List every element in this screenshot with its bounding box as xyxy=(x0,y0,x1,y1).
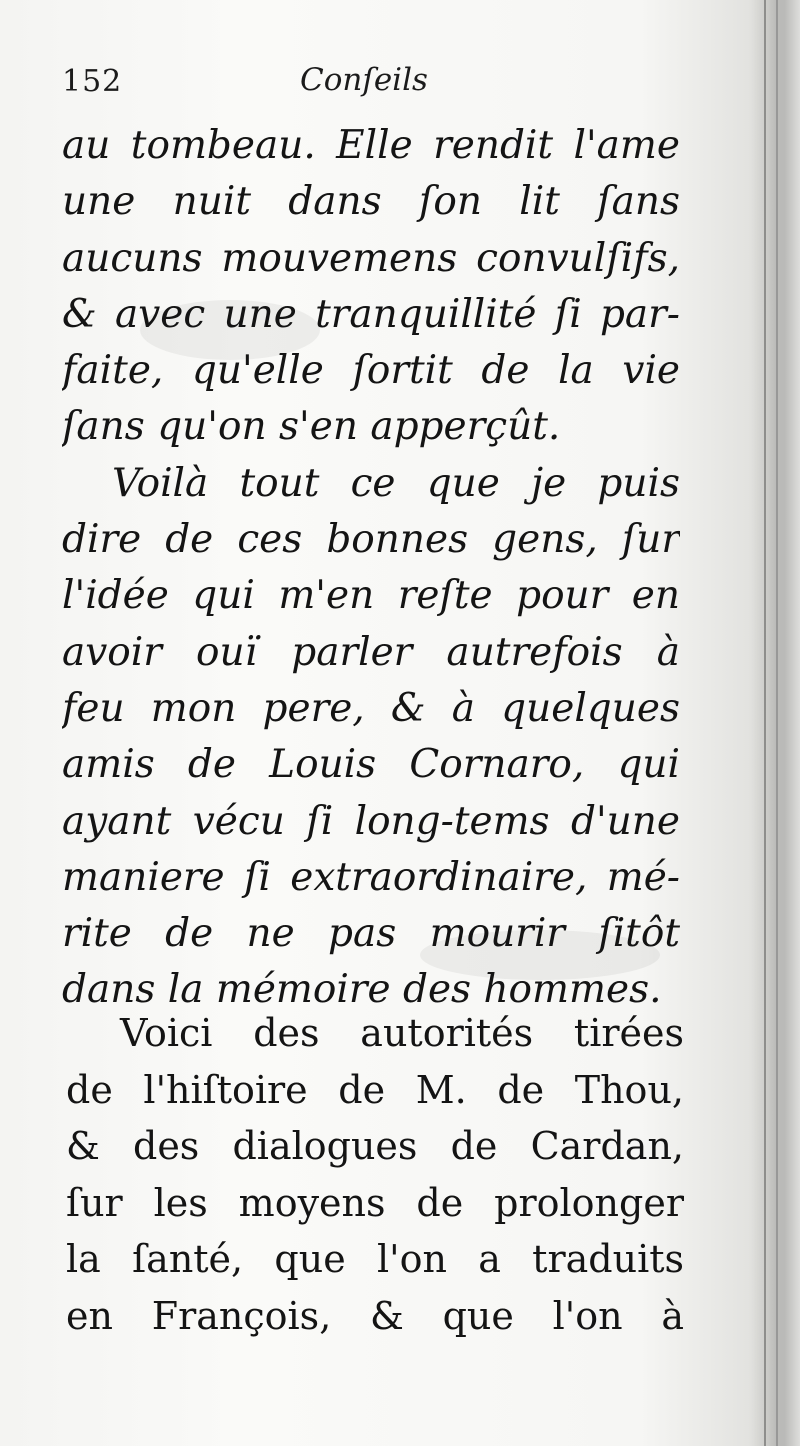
text-line: dire de ces bonnes gens, ſur xyxy=(62,517,680,563)
text-line: de l'hiſtoire de M. de Thou, xyxy=(66,1067,684,1112)
page-number: 152 xyxy=(62,64,123,99)
text-line: l'idée qui m'en reſte pour en xyxy=(62,573,680,619)
text-line: au tombeau. Elle rendit l'ame xyxy=(62,123,680,168)
text-line: Voilà tout ce que je puis xyxy=(112,460,680,506)
running-title: Conſeils xyxy=(300,62,428,98)
text-line: faite, qu'elle ſortit de la vie xyxy=(62,348,680,394)
text-line: maniere ſi extraordinaire, mé- xyxy=(62,854,680,900)
text-line: feu mon pere, & à quelques xyxy=(62,685,680,731)
text-line: rite de ne pas mourir ſitôt xyxy=(62,911,680,957)
page-edge-line xyxy=(776,0,778,1446)
text-line: ſans qu'on s'en apperçût. xyxy=(62,404,561,450)
text-line: Voici des autorités tirées xyxy=(120,1011,684,1055)
roman-text-block xyxy=(66,1005,684,1344)
page-header xyxy=(62,62,662,108)
italic-text-block xyxy=(62,118,680,1019)
text-line: amis de Louis Cornaro, qui xyxy=(62,742,680,788)
text-line: en François, & que l'on à xyxy=(66,1293,684,1338)
text-line: dans la mémoire des hommes. xyxy=(62,967,662,1013)
text-line: avoir ouï parler autrefois à xyxy=(62,629,680,675)
text-line: & des dialogues de Cardan, xyxy=(66,1124,684,1168)
spine-shadow xyxy=(748,0,800,1446)
text-line: aucuns mouvemens convulſifs, xyxy=(62,235,680,281)
text-line: ſur les moyens de prolonger xyxy=(66,1180,684,1225)
page-edge-line xyxy=(764,0,766,1446)
text-line: la ſanté, que l'on a traduits xyxy=(66,1237,684,1281)
text-line: & avec une tranquillité ſi par- xyxy=(62,291,680,337)
text-line: une nuit dans ſon lit ſans xyxy=(62,179,680,225)
text-line: ayant vécu ſi long-tems d'une xyxy=(62,798,680,844)
